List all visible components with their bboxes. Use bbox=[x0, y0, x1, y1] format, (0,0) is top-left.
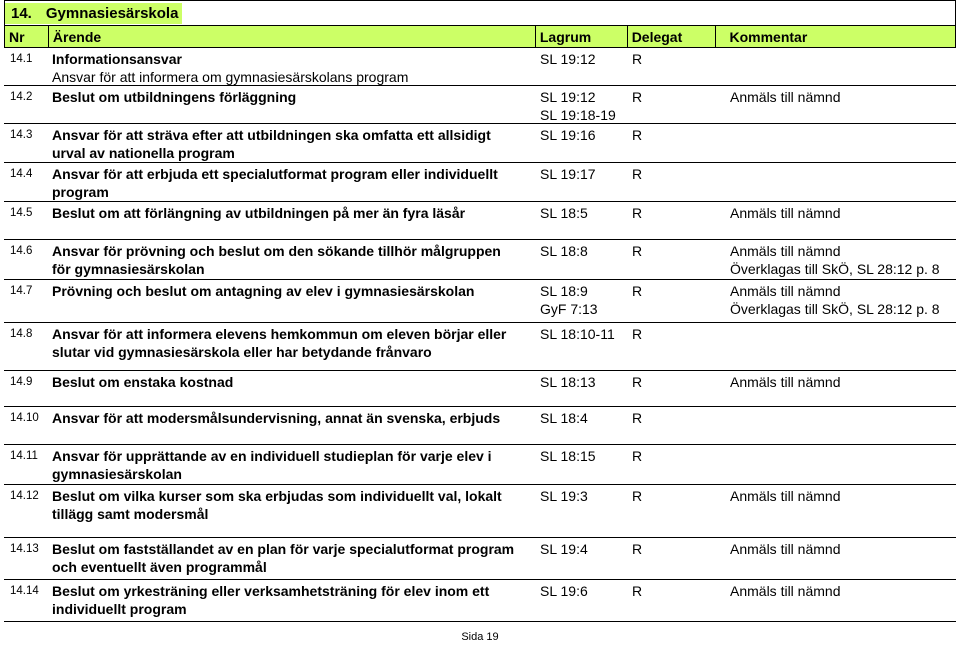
kommentar-line: Överklagas till SkÖ, SL 28:12 p. 8 bbox=[730, 261, 940, 277]
row-arende bbox=[48, 163, 536, 201]
row-arende bbox=[48, 407, 536, 444]
arende-line: urval av nationella program bbox=[52, 145, 235, 161]
header-arende: Ärende bbox=[49, 26, 536, 47]
lagrum-line: SL 18:9 bbox=[540, 283, 588, 299]
row-lagrum bbox=[536, 124, 628, 162]
row-delegat: R bbox=[632, 205, 643, 221]
row-arende bbox=[48, 86, 536, 123]
row-kommentar bbox=[716, 580, 956, 621]
kommentar-line: Anmäls till nämnd bbox=[730, 243, 841, 259]
arende-line: program bbox=[52, 184, 109, 200]
section-title-row bbox=[4, 0, 956, 26]
lagrum-line: SL 19:16 bbox=[540, 127, 596, 143]
table-row bbox=[4, 202, 956, 240]
kommentar-line: Anmäls till nämnd bbox=[730, 583, 841, 599]
arende-line: gymnasiesärskolan bbox=[52, 466, 182, 482]
arende-line: Informationsansvar bbox=[52, 51, 182, 67]
row-arende bbox=[48, 202, 536, 239]
lagrum-line: SL 19:12 bbox=[540, 51, 596, 67]
kommentar-line: Anmäls till nämnd bbox=[730, 283, 841, 299]
row-nr: 14.13 bbox=[10, 543, 39, 555]
row-delegat: R bbox=[632, 243, 643, 259]
page-number: Sida 19 bbox=[461, 631, 499, 643]
arende-line: Ansvar för prövning och beslut om den sökande tillhör målgruppen bbox=[52, 243, 501, 259]
row-arende bbox=[48, 48, 536, 85]
kommentar-line: Anmäls till nämnd bbox=[730, 374, 841, 390]
row-arende bbox=[48, 538, 536, 579]
row-nr: 14.5 bbox=[10, 207, 33, 219]
row-lagrum bbox=[536, 407, 628, 444]
lagrum-line: SL 19:6 bbox=[540, 583, 588, 599]
row-lagrum bbox=[536, 240, 628, 279]
row-arende bbox=[48, 580, 536, 621]
arende-line: och eventuellt även programmål bbox=[52, 559, 267, 575]
table-row bbox=[4, 240, 956, 280]
header-kommentar: Kommentar bbox=[729, 28, 808, 45]
row-kommentar bbox=[716, 538, 956, 579]
delegation-table bbox=[4, 0, 956, 622]
lagrum-line: SL 18:10-11 bbox=[540, 326, 615, 342]
row-arende bbox=[48, 280, 536, 322]
arende-line: Beslut om utbildningens förläggning bbox=[52, 89, 297, 105]
table-row bbox=[4, 163, 956, 202]
kommentar-line: Anmäls till nämnd bbox=[730, 488, 841, 504]
row-delegat: R bbox=[632, 541, 643, 557]
row-arende bbox=[48, 323, 536, 370]
row-lagrum bbox=[536, 323, 628, 370]
table-row bbox=[4, 538, 956, 580]
arende-line: Beslut om enstaka kostnad bbox=[52, 374, 234, 390]
row-nr: 14.7 bbox=[10, 285, 33, 297]
lagrum-line: SL 19:18-19 bbox=[540, 107, 616, 123]
row-nr: 14.10 bbox=[10, 412, 39, 424]
header-lagrum: Lagrum bbox=[536, 26, 628, 47]
row-delegat: R bbox=[632, 326, 643, 342]
row-delegat: R bbox=[632, 166, 643, 182]
row-nr: 14.3 bbox=[10, 129, 33, 141]
row-delegat: R bbox=[632, 127, 643, 143]
table-row bbox=[4, 48, 956, 86]
row-kommentar bbox=[716, 202, 956, 239]
row-delegat: R bbox=[632, 410, 643, 426]
header-nr: Nr bbox=[5, 26, 49, 47]
lagrum-line: SL 19:17 bbox=[540, 166, 596, 182]
row-nr: 14.14 bbox=[10, 585, 39, 597]
lagrum-line: SL 18:5 bbox=[540, 205, 588, 221]
arende-line: Beslut om vilka kurser som ska erbjudas som individuellt val, lokalt bbox=[52, 488, 502, 504]
table-row bbox=[4, 371, 956, 407]
table-row bbox=[4, 86, 956, 124]
row-kommentar bbox=[716, 407, 956, 444]
table-row bbox=[4, 280, 956, 323]
row-lagrum bbox=[536, 48, 628, 85]
row-delegat: R bbox=[632, 89, 643, 105]
row-delegat: R bbox=[632, 488, 643, 504]
row-nr: 14.2 bbox=[10, 91, 33, 103]
row-lagrum bbox=[536, 86, 628, 123]
table-row bbox=[4, 124, 956, 163]
lagrum-line: SL 18:8 bbox=[540, 243, 588, 259]
arende-line: Ansvar för att sträva efter att utbildningen ska omfatta ett allsidigt bbox=[52, 127, 491, 143]
lagrum-line: SL 19:12 bbox=[540, 89, 596, 105]
row-kommentar bbox=[716, 445, 956, 484]
arende-subtext: Ansvar för att informera om gymnasiesärskolans program bbox=[52, 69, 409, 85]
lagrum-line: SL 19:4 bbox=[540, 541, 588, 557]
row-kommentar bbox=[716, 163, 956, 201]
row-kommentar bbox=[716, 280, 956, 322]
row-nr: 14.9 bbox=[10, 376, 33, 388]
lagrum-line: SL 18:15 bbox=[540, 448, 596, 464]
row-nr: 14.8 bbox=[10, 328, 33, 340]
lagrum-line: SL 18:4 bbox=[540, 410, 588, 426]
lagrum-line: GyF 7:13 bbox=[540, 301, 598, 317]
arende-line: slutar vid gymnasiesärskola eller har betydande frånvaro bbox=[52, 344, 432, 360]
arende-line: Beslut om yrkesträning eller verksamhetsträning för elev inom ett bbox=[52, 583, 490, 599]
table-row bbox=[4, 407, 956, 445]
table-row bbox=[4, 485, 956, 538]
header-delegat: Delegat bbox=[628, 26, 716, 47]
row-nr: 14.1 bbox=[10, 53, 33, 65]
row-kommentar bbox=[716, 124, 956, 162]
row-kommentar bbox=[716, 371, 956, 406]
row-delegat: R bbox=[632, 583, 643, 599]
lagrum-line: SL 18:13 bbox=[540, 374, 596, 390]
row-nr: 14.6 bbox=[10, 245, 33, 257]
row-delegat: R bbox=[632, 283, 643, 299]
row-nr: 14.11 bbox=[10, 450, 38, 462]
section-title: Gymnasiesärskola bbox=[40, 3, 183, 24]
table-row bbox=[4, 445, 956, 485]
section-number: 14. bbox=[5, 3, 40, 24]
row-delegat: R bbox=[632, 374, 643, 390]
arende-line: tillägg samt modersmål bbox=[52, 506, 209, 522]
row-nr: 14.12 bbox=[10, 490, 39, 502]
row-lagrum bbox=[536, 163, 628, 201]
row-lagrum bbox=[536, 580, 628, 621]
row-lagrum bbox=[536, 280, 628, 322]
arende-line: Prövning och beslut om antagning av elev i gymnasiesärskolan bbox=[52, 283, 475, 299]
row-delegat: R bbox=[632, 448, 643, 464]
row-arende bbox=[48, 445, 536, 484]
table-header bbox=[4, 26, 956, 48]
row-lagrum bbox=[536, 202, 628, 239]
row-arende bbox=[48, 485, 536, 537]
row-kommentar bbox=[716, 323, 956, 370]
row-kommentar bbox=[716, 240, 956, 279]
arende-line: individuellt program bbox=[52, 601, 187, 617]
row-arende bbox=[48, 240, 536, 279]
row-lagrum bbox=[536, 445, 628, 484]
row-nr: 14.4 bbox=[10, 168, 33, 180]
table-body bbox=[4, 48, 956, 622]
row-lagrum bbox=[536, 485, 628, 537]
kommentar-line: Anmäls till nämnd bbox=[730, 89, 841, 105]
arende-line: Ansvar för att erbjuda ett specialutformat program eller individuellt bbox=[52, 166, 498, 182]
arende-line: Beslut om fastställandet av en plan för varje specialutformat program bbox=[52, 541, 515, 557]
kommentar-line: Anmäls till nämnd bbox=[730, 541, 841, 557]
lagrum-line: SL 19:3 bbox=[540, 488, 588, 504]
kommentar-line: Anmäls till nämnd bbox=[730, 205, 841, 221]
row-lagrum bbox=[536, 538, 628, 579]
row-lagrum bbox=[536, 371, 628, 406]
table-row bbox=[4, 580, 956, 622]
row-kommentar bbox=[716, 485, 956, 537]
arende-line: Ansvar för upprättande av en individuell studieplan för varje elev i bbox=[52, 448, 492, 464]
row-kommentar bbox=[716, 86, 956, 123]
row-arende bbox=[48, 371, 536, 406]
table-row bbox=[4, 323, 956, 371]
arende-line: Beslut om att förlängning av utbildningen på mer än fyra läsår bbox=[52, 205, 466, 221]
row-delegat: R bbox=[632, 51, 643, 67]
row-kommentar bbox=[716, 48, 956, 85]
arende-line: Ansvar för att modersmålsundervisning, annat än svenska, erbjuds bbox=[52, 410, 501, 426]
arende-line: Ansvar för att informera elevens hemkommun om eleven börjar eller bbox=[52, 326, 507, 342]
arende-line: för gymnasiesärskolan bbox=[52, 261, 205, 277]
kommentar-line: Överklagas till SkÖ, SL 28:12 p. 8 bbox=[730, 301, 940, 317]
row-arende bbox=[48, 124, 536, 162]
